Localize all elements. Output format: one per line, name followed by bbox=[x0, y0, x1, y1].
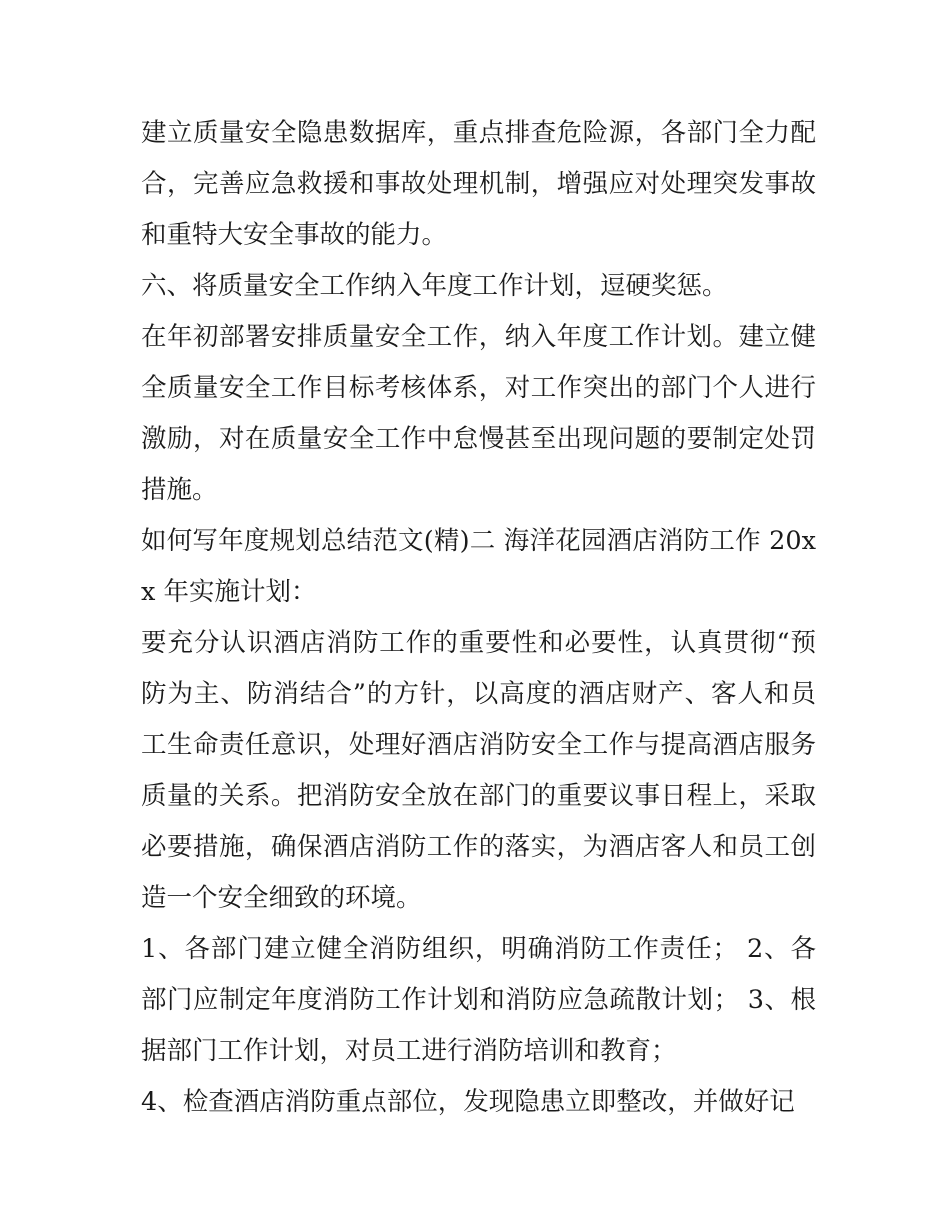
list-items-one-to-three: 1、各部门建立健全消防组织，明确消防工作责任； 2、各部门应制定年度消防工作计划和消防应急疏散计划； 3、根据部门工作计划，对员工进行消防培训和教育； bbox=[141, 934, 816, 1066]
document-body bbox=[141, 108, 816, 1128]
paragraph-annual-plan: 在年初部署安排质量安全工作，纳入年度工作计划。建立健全质量安全工作目标考核体系，对工作突出的部门个人进行激励，对在质量安全工作中怠慢甚至出现问题的要制定处罚措施。 bbox=[141, 322, 816, 505]
paragraph-hazard-database: 建立质量安全隐患数据库，重点排查危险源，各部门全力配合，完善应急救援和事故处理机制，增强应对处理突发事故和重特大安全事故的能力。 bbox=[141, 118, 816, 250]
heading-fire-safety-plan: 如何写年度规划总结范文(精)二 海洋花园酒店消防工作 20xx 年实施计划： bbox=[141, 526, 816, 607]
list-item-four: 4、检查酒店消防重点部位，发现隐患立即整改，并做好记 bbox=[141, 1087, 795, 1117]
paragraph-fire-safety-importance: 要充分认识酒店消防工作的重要性和必要性，认真贯彻“预防为主、防消结合”的方针，以高度的酒店财产、客人和员工生命责任意识，处理好酒店消防安全工作与提高酒店服务质量的关系。把消防安全放在部门的重要议事日程上，采取必要措施，确保酒店消防工作的落实，为酒店客人和员工创造一个安全细致的环境。 bbox=[141, 628, 816, 913]
heading-section-six: 六、将质量安全工作纳入年度工作计划，逗硬奖惩。 bbox=[141, 271, 728, 301]
